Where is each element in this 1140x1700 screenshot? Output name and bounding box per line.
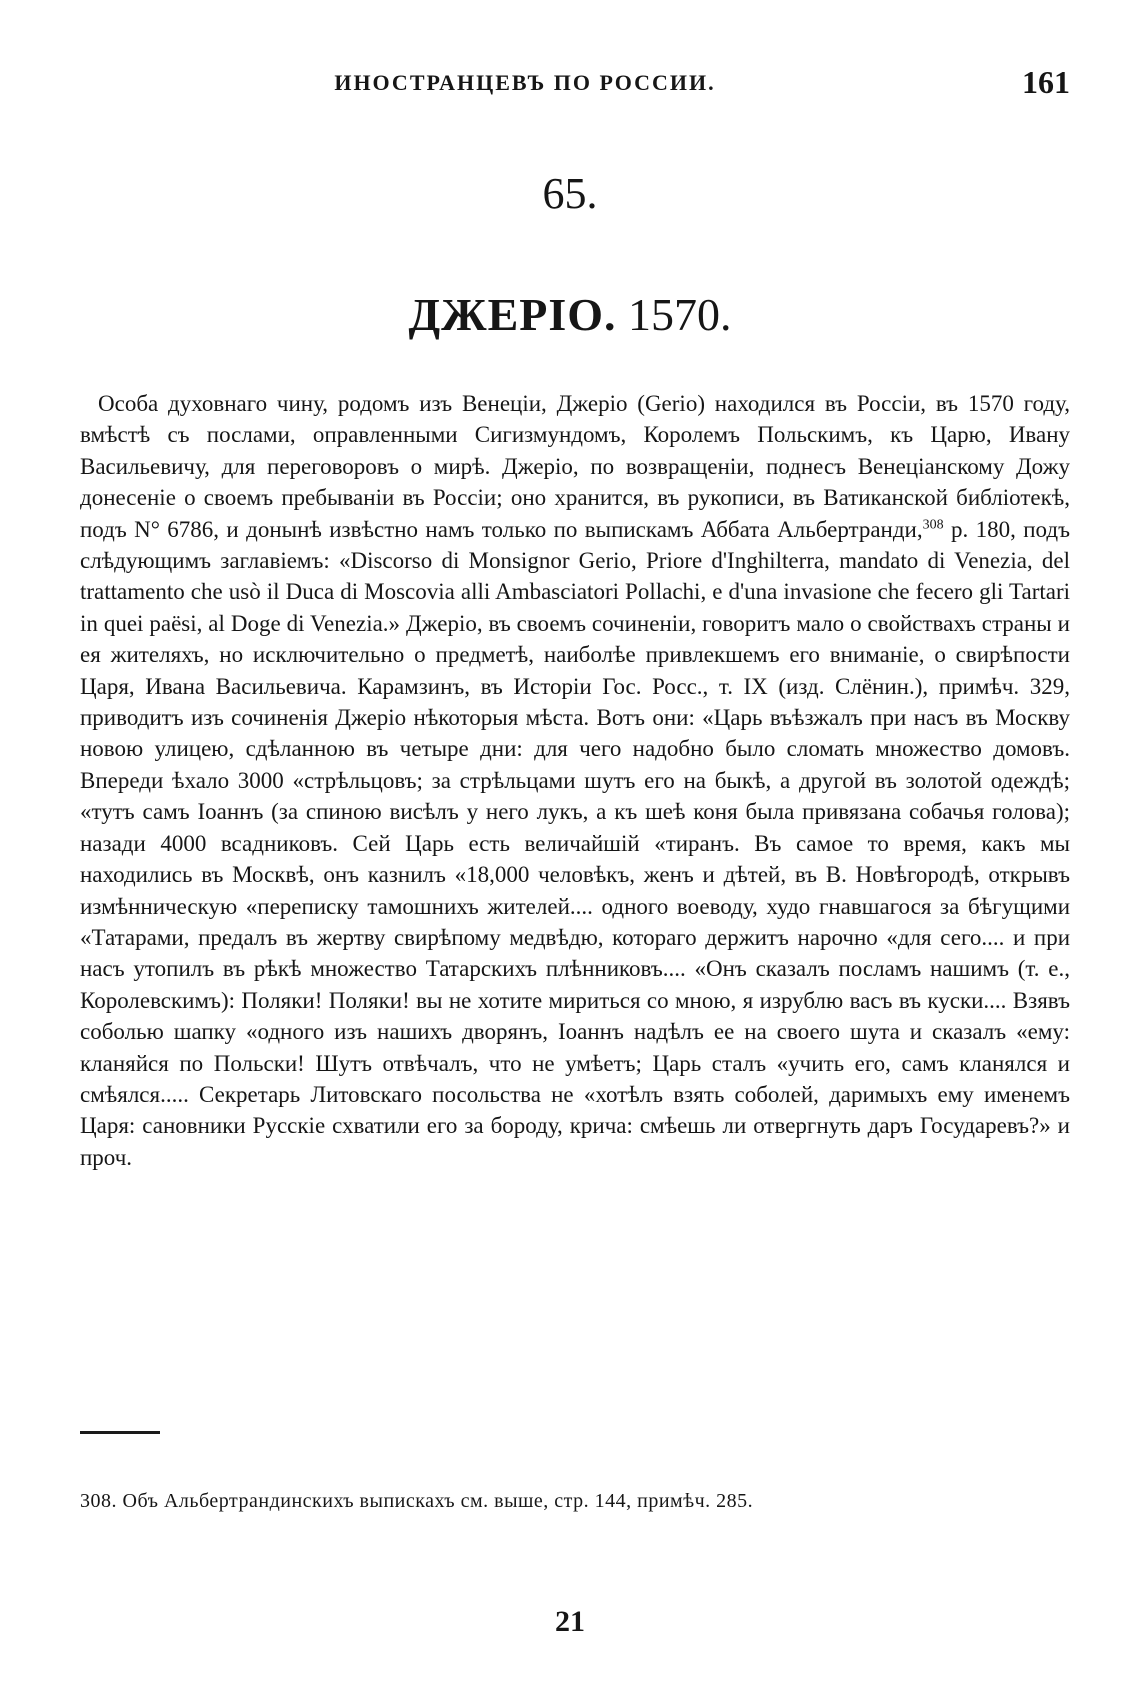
- page-number: 161: [1022, 64, 1070, 100]
- footnote-reference: 308: [922, 516, 944, 532]
- running-head: [0, 64, 1140, 104]
- entry-number: 65.: [542, 169, 598, 218]
- entry-author-name: ДЖЕРІО.: [408, 289, 617, 340]
- main-paragraph: [80, 388, 1070, 1173]
- entry-year: 1570.: [628, 289, 732, 340]
- paragraph: [80, 388, 1070, 1173]
- paragraph-text-rest: р. 180, подъ слѣдующимъ заглавіемъ: «Discorso di Monsignor Gerio, Priore d'Inghilterra, mandato di Venezia, del trattamento che usò il Duca di Moscovia alli Ambasciatori Pollachi, e d'una invasione che fecero gli Tartari in quei paësi, al Doge di Venezia.» Джеріо, въ своемъ сочиненіи, говоритъ мало о свойствахъ страны и ея жителяхъ, но исключительно о предметѣ, наиболѣе привлекшемъ его вниманіе, о свирѣпости Царя, Ивана Васильевича. Карамзинъ, въ Исторіи Гос. Росс., т. IX (изд. Слёнин.), примѣч. 329, приводитъ изъ сочиненія Джеріо нѣкоторыя мѣста. Вотъ они: «Царь въѣзжалъ при насъ въ Москву новою улицею, сдѣланною въ четыре дни: для чего надобно было сломать множество домовъ. Впереди ѣхало 3000 «стрѣльцовъ; за стрѣльцами шутъ его на быкѣ, а другой въ золотой одеждѣ; «тутъ самъ Іоаннъ (за спиною висѣлъ у него лукъ, а къ шеѣ коня была привязана собачья голова); назади 4000 всадниковъ. Сей Царь есть величайшій «тиранъ. Въ самое то время, какъ мы находились въ Москвѣ, онъ казнилъ «18,000 человѣкъ, женъ и дѣтей, въ В. Новѣгородѣ, открывъ измѣнническую «переписку тамошнихъ жителей.... одного воеводу, худо гнавшагося за бѣгущими «Татарами, предалъ въ жертву свирѣпому медвѣдю, котораго держитъ нарочно «для сего.... и при насъ утопилъ въ рѣкѣ множество Татарскихъ плѣнниковъ.... «Онъ сказалъ посламъ нашимъ (т. е., Королевскимъ): Поляки! Поляки! вы не хотите мириться со мною, я изрублю васъ въ куски.... Взявъ соболью шапку «одного изъ нашихъ дворянъ, Іоаннъ надѣлъ ее на своего шута и сказалъ «ему: кланяйся по Польски! Шутъ отвѣчалъ, что не умѣетъ; Царь сталъ «учить его, самъ кланялся и смѣялся..... Секретарь Литовскаго посольства не «хотѣлъ взять соболей, даримыхъ ему именемъ Царя: сановники Русскіе схватили его за бороду, крича: смѣешь ли отвергнуть даръ Государевъ?» и проч.: [80, 516, 1070, 1170]
- paragraph-text-start: Особа духовнаго чину, родомъ изъ Венеціи, Джеріо (Gerio) находился въ Россіи, въ 1570 году, вмѣстѣ съ послами, оправленными Сигизмундомъ, Королемъ Польскимъ, къ Царю, Ивану Васильевичу, для переговоровъ о мирѣ. Джеріо, по возвращеніи, поднесъ Венеціанскому Дожу донесеніе о своемъ пребываніи въ Россіи; оно хранится, въ рукописи, въ Ватиканской библіотекѣ, подъ N° 6786, и донынѣ извѣстно намъ только по выпискамъ Аббата Альбертранди,: [80, 391, 1070, 542]
- signature-mark: 21: [555, 1605, 585, 1638]
- entry-title: [0, 288, 1140, 341]
- footnote: 308. Объ Альбертрандинскихъ выпискахъ см. выше, стр. 144, примѣч. 285.: [80, 1490, 754, 1512]
- running-title: ИНОСТРАНЦЕВЪ ПО РОССИИ.: [334, 70, 716, 95]
- footnote-divider: [80, 1431, 160, 1434]
